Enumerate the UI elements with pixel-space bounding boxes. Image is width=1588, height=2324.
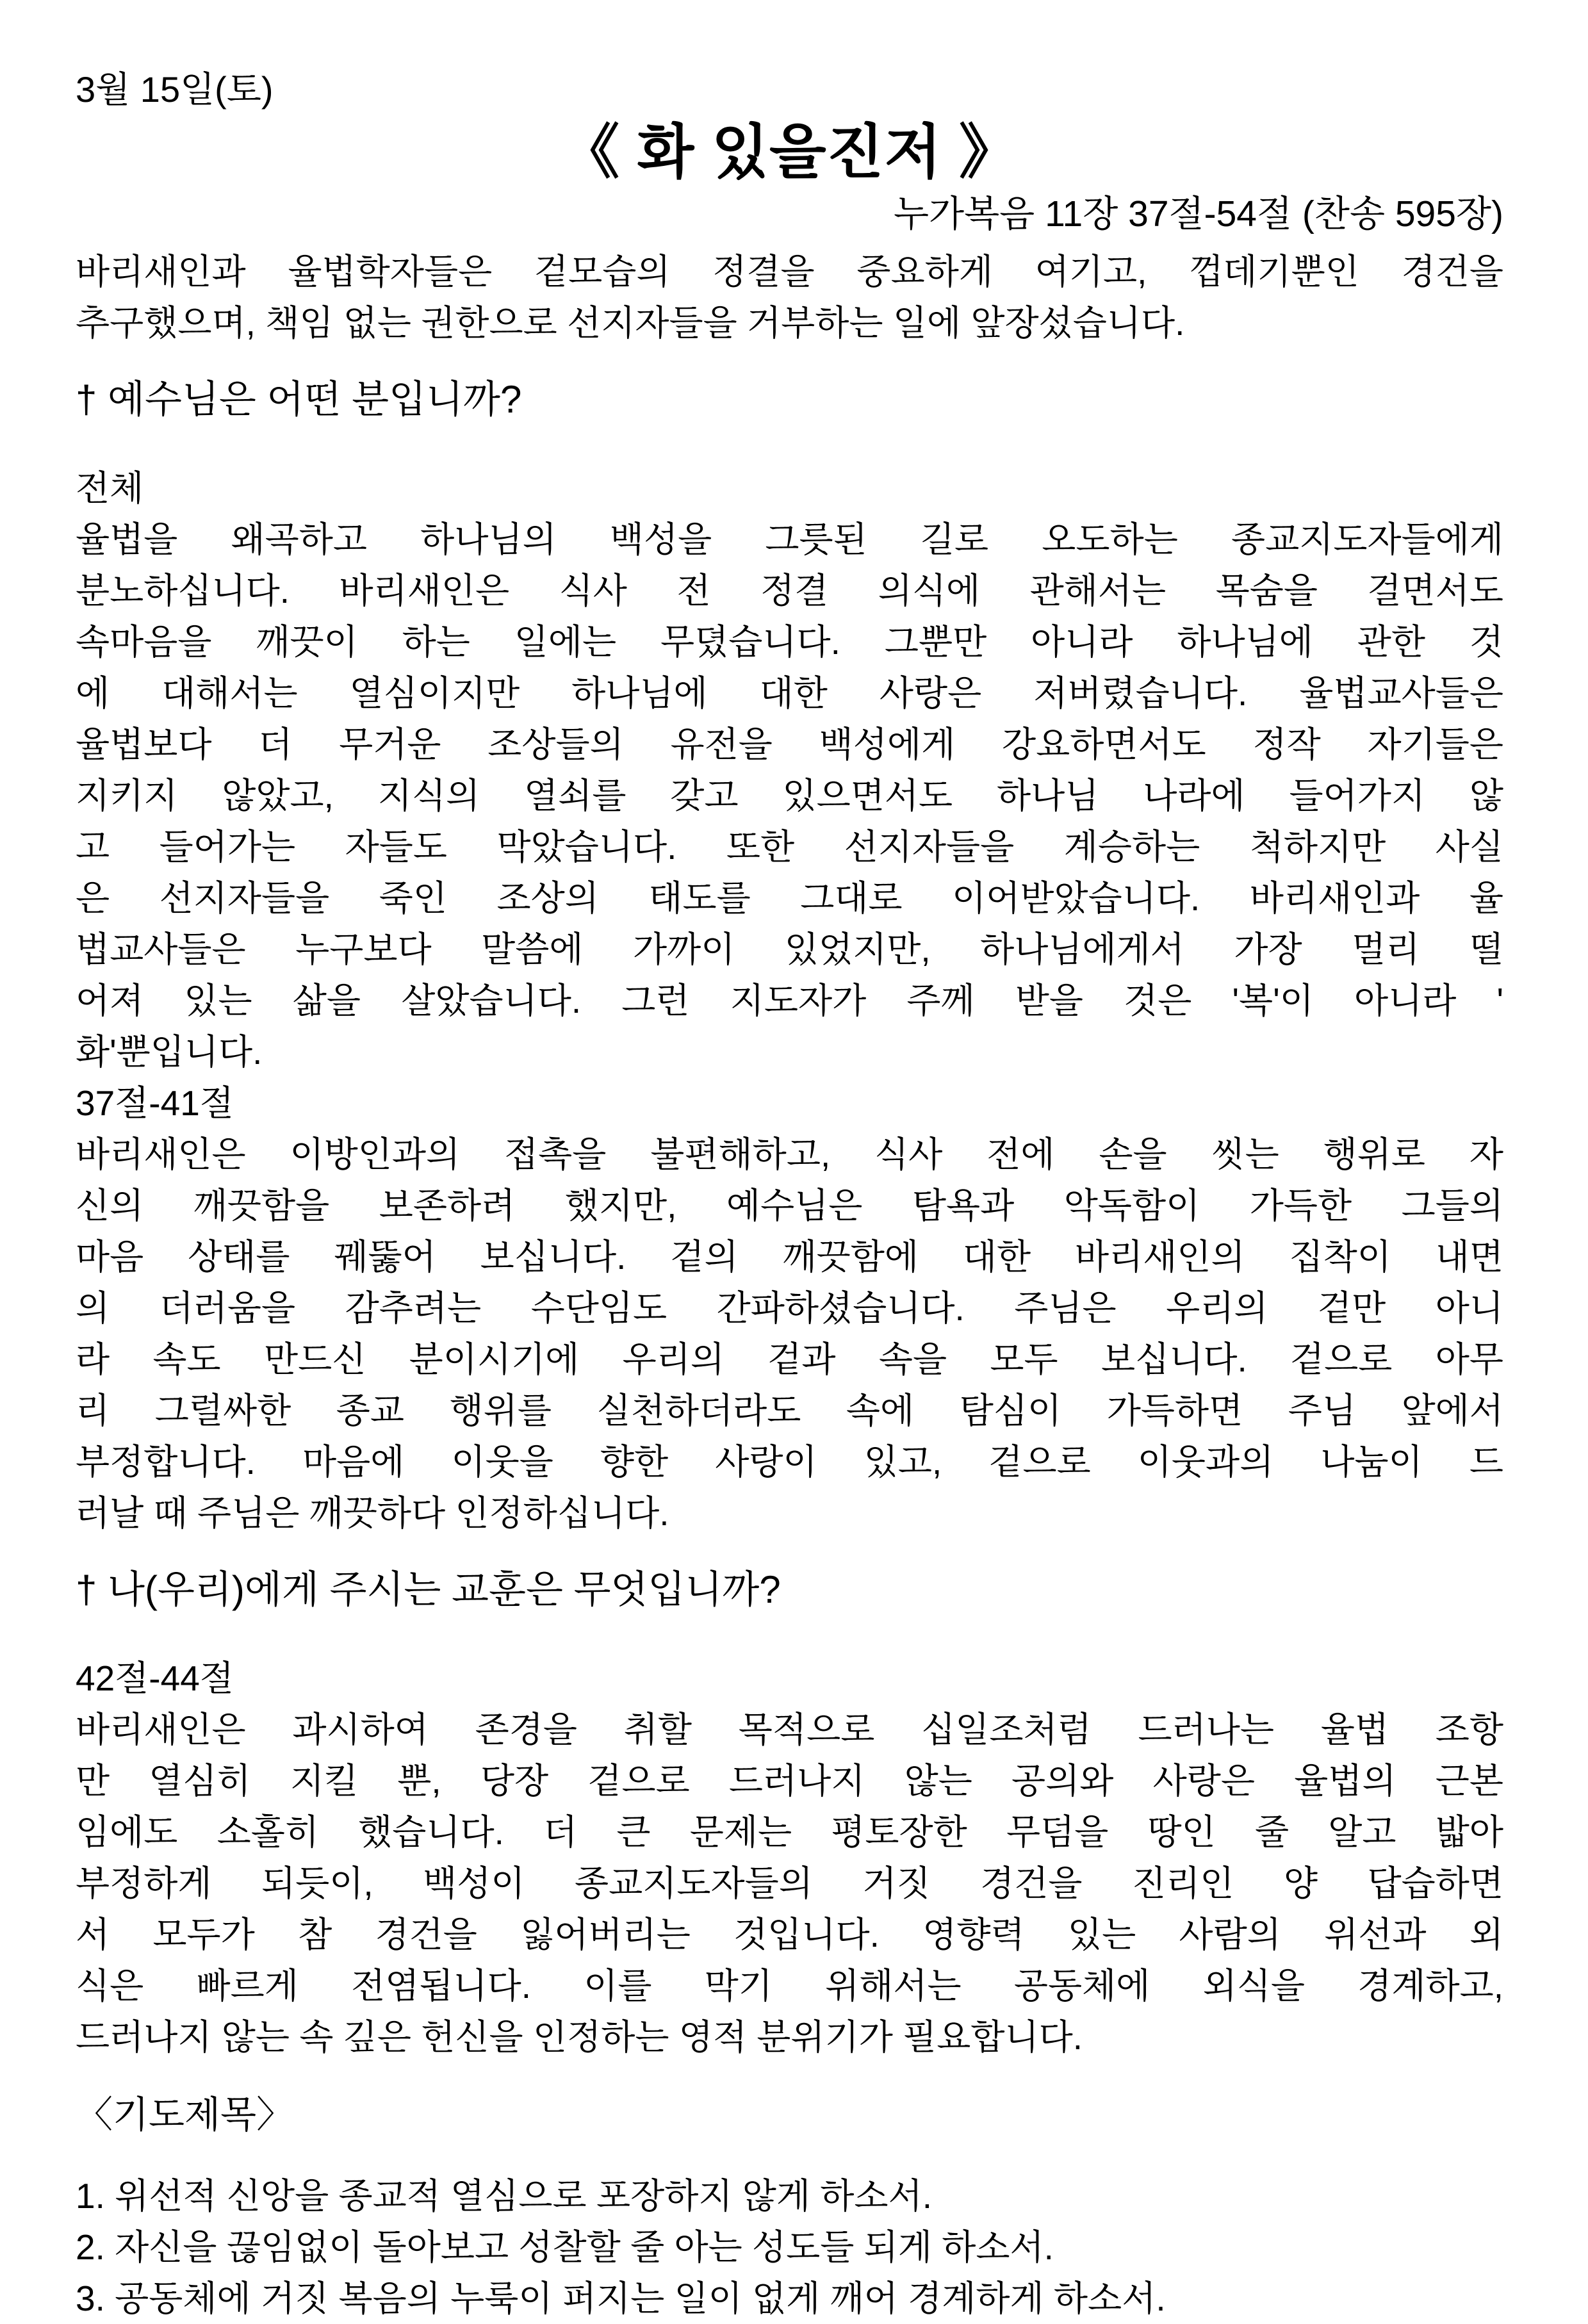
text-line: 리 그럴싸한 종교 행위를 실천하더라도 속에 탐심이 가득하면 주님 앞에서 (76, 1391, 1503, 1430)
verse-range-label: 42절-44절 (76, 1658, 234, 1698)
prayer-list (76, 2170, 1503, 2324)
text-line: 바리새인과 율법학자들은 겉모습의 정결을 중요하게 여기고, 껍데기뿐인 경건을 (76, 252, 1503, 291)
text-line: 에 대해서는 열심이지만 하나님에 대한 사랑은 저버렸습니다. 율법교사들은 (76, 673, 1503, 713)
text-line: 율법보다 더 무거운 조상들의 유전을 백성에게 강요하면서도 정작 자기들은 (76, 724, 1503, 764)
page-content (76, 0, 1503, 2324)
text-line: 바리새인은 과시하여 존경을 취할 목적으로 십일조처럼 드러나는 율법 조항 (76, 1710, 1503, 1749)
prayer-heading: 〈기도제목〉 (76, 2094, 294, 2136)
section-heading: † 나(우리)에게 주시는 교훈은 무엇입니까? (76, 1568, 781, 1611)
text-line: 속마음을 깨끗이 하는 일에는 무뎠습니다. 그뿐만 아니라 하나님에 관한 것 (76, 622, 1503, 662)
date-label: 3월 15일(토) (76, 69, 274, 110)
text-line: 추구했으며, 책임 없는 권한으로 선지자들을 거부하는 일에 앞장섰습니다. (76, 303, 1185, 343)
text-line: 분노하십니다. 바리새인은 식사 전 정결 의식에 관해서는 목숨을 걸면서도 (76, 571, 1503, 610)
prayer-item: 3. 공동체에 거짓 복음의 누룩이 퍼지는 일이 없게 깨어 경계하게 하소서. (76, 2279, 1166, 2318)
scripture-reference: 누가복음 11장 37절-54절 (찬송 595장) (894, 193, 1503, 234)
text-line: 러날 때 주님은 깨끗하다 인정하십니다. (76, 1493, 669, 1533)
text-line: 라 속도 만드신 분이시기에 우리의 겉과 속을 모두 보십니다. 겉으로 아무 (76, 1339, 1503, 1379)
prayer-item: 1. 위선적 신앙을 종교적 열심으로 포장하지 않게 하소서. (76, 2176, 932, 2216)
text-line: 법교사들은 누구보다 말씀에 가까이 있었지만, 하나님에게서 가장 멀리 떨 (76, 929, 1503, 969)
prayer-item: 2. 자신을 끊임없이 돌아보고 성찰할 줄 아는 성도들 되게 하소서. (76, 2227, 1054, 2267)
text-line: 은 선지자들을 죽인 조상의 태도를 그대로 이어받았습니다. 바리새인과 율 (76, 878, 1503, 918)
commentary-paragraph (76, 514, 1503, 1077)
verse-range-label: 37절-41절 (76, 1083, 234, 1123)
sections-container (76, 373, 1503, 2063)
commentary-paragraph (76, 1704, 1503, 2063)
text-line: 임에도 소홀히 했습니다. 더 큰 문제는 평토장한 무덤을 땅인 줄 알고 밟아 (76, 1812, 1503, 1852)
text-line: 서 모두가 참 경건을 잃어버리는 것입니다. 영향력 있는 사람의 위선과 외 (76, 1915, 1503, 1954)
text-line: 지키지 않았고, 지식의 열쇠를 갖고 있으면서도 하나님 나라에 들어가지 않 (76, 776, 1503, 815)
text-line: 고 들어가는 자들도 막았습니다. 또한 선지자들을 계승하는 척하지만 사실 (76, 827, 1503, 867)
text-line: 바리새인은 이방인과의 접촉을 불편해하고, 식사 전에 손을 씻는 행위로 자 (76, 1134, 1503, 1174)
text-line: 식은 빠르게 전염됩니다. 이를 막기 위해서는 공동체에 외식을 경계하고, (76, 1966, 1503, 2006)
text-line: 부정합니다. 마음에 이웃을 향한 사랑이 있고, 겉으로 이웃과의 나눔이 드 (76, 1442, 1503, 1482)
text-line: 신의 깨끗함을 보존하려 했지만, 예수님은 탐욕과 악독함이 가득한 그들의 (76, 1186, 1503, 1225)
section-heading: † 예수님은 어떤 분입니까? (76, 378, 522, 421)
text-line: 의 더러움을 감추려는 수단임도 간파하셨습니다. 주님은 우리의 겉만 아니 (76, 1288, 1503, 1328)
text-line: 율법을 왜곡하고 하나님의 백성을 그릇된 길로 오도하는 종교지도자들에게 (76, 520, 1503, 559)
text-line: 화'뿐입니다. (76, 1032, 263, 1072)
text-line: 드러나지 않는 속 깊은 헌신을 인정하는 영적 분위기가 필요합니다. (76, 2017, 1083, 2057)
intro-paragraph (76, 246, 1503, 348)
commentary-paragraph (76, 1129, 1503, 1539)
text-line: 부정하게 되듯이, 백성이 종교지도자들의 거짓 경건을 진리인 양 답습하면 (76, 1863, 1503, 1903)
text-line: 마음 상태를 꿰뚫어 보십니다. 겉의 깨끗함에 대한 바리새인의 집착이 내면 (76, 1237, 1503, 1277)
text-line: 어져 있는 삶을 살았습니다. 그런 지도자가 주께 받을 것은 '복'이 아니라 ' (76, 981, 1503, 1020)
page-title: 《 화 있을진저 》 (560, 120, 1019, 185)
text-line: 만 열심히 지킬 뿐, 당장 겉으로 드러나지 않는 공의와 사랑은 율법의 근본 (76, 1761, 1503, 1801)
verse-range-label: 전체 (76, 468, 144, 508)
